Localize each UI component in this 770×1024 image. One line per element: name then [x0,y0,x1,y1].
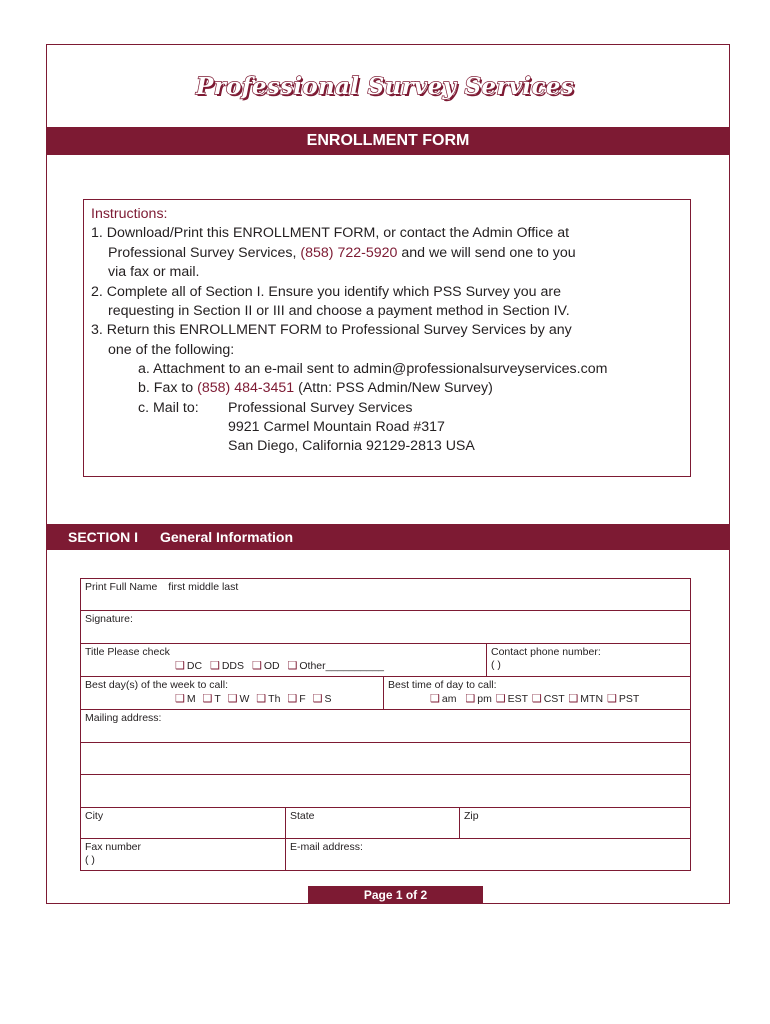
instruction-text: (Attn: PSS Admin/New Survey) [294,380,493,396]
time-option-am[interactable] [430,693,456,705]
title-field [80,643,487,677]
checkbox-icon: ❑ [606,693,617,705]
option-label: T [214,693,221,705]
full-name-hint: first middle last [168,581,239,593]
checkbox-icon: ❑ [531,693,542,705]
checkbox-icon: ❑ [312,693,323,705]
instruction-text: b. Fax to [138,380,198,396]
contact-phone-parens: ( ) [491,659,501,671]
option-label: PST [618,693,640,705]
instruction-text: Professional Survey Services, [108,245,301,261]
option-label: MTN [580,693,604,705]
option-label: S [324,693,332,705]
time-option-mtn[interactable] [568,693,603,705]
form-title-band: ENROLLMENT FORM [46,127,730,155]
option-label: am [441,693,457,705]
fax-number-parens: ( ) [85,854,95,866]
time-option-est[interactable] [496,693,528,705]
instruction-step-1: 1. Download/Print this ENROLLMENT FORM, or contact the Admin Office at [91,225,570,241]
full-name-label: Print Full Name [85,581,158,593]
option-label: EST [507,693,528,705]
time-options [430,692,639,705]
return-option-email[interactable]: a. Attachment to an e-mail sent to admin@professionalsurveyservices.com [138,361,608,377]
option-label: DDS [221,660,245,672]
checkbox-icon: ❑ [287,660,298,672]
city-label: City [85,810,104,822]
title-options [175,659,384,672]
option-label: F [299,693,306,705]
email-field[interactable] [285,838,691,871]
checkbox-icon: ❑ [465,693,476,705]
instruction-text: and we will send one to you [397,245,576,261]
checkbox-icon: ❑ [175,693,185,705]
mailing-address-label: Mailing address: [85,712,162,724]
day-option-th[interactable] [256,693,280,705]
instructions-box [83,199,691,477]
checkbox-icon: ❑ [495,693,506,705]
signature-field[interactable] [80,610,691,644]
option-label: DC [186,660,203,672]
option-label: CST [543,693,565,705]
option-label: Other__________ [299,660,385,672]
contact-phone-label: Contact phone number: [491,646,601,658]
best-time-label: Best time of day to call: [388,679,497,691]
time-option-pst[interactable] [607,693,639,705]
zip-field[interactable] [459,807,691,839]
best-time-field [383,676,691,710]
fax-number-field[interactable] [80,838,286,871]
title-option-od[interactable] [252,660,280,672]
checkbox-icon: ❑ [175,660,185,672]
fax-phone-link[interactable]: (858) 484-3451 [197,380,295,396]
day-option-s[interactable] [313,693,332,705]
page-title: Professional Survey Services [196,73,574,100]
option-label: W [239,693,250,705]
best-days-field [80,676,384,710]
instruction-step-2-cont: requesting in Section II or III and choose a payment method in Section IV. [108,303,570,319]
option-label: pm [477,693,492,705]
mailing-address-line-2[interactable] [80,742,691,775]
contact-phone-field[interactable] [486,643,691,677]
checkbox-icon: ❑ [430,693,440,705]
day-option-w[interactable] [228,693,250,705]
signature-label: Signature: [85,613,133,625]
section-number: SECTION I [68,529,139,545]
instructions-heading: Instructions: [91,206,168,222]
state-label: State [290,810,315,822]
option-label: Th [268,693,281,705]
checkbox-icon: ❑ [256,693,267,705]
section-1-band [46,524,730,550]
general-info-form [80,578,691,871]
fax-number-label: Fax number [85,841,142,853]
instruction-step-1-cont [108,244,576,263]
zip-label: Zip [464,810,479,822]
mailing-address-field[interactable] [80,709,691,743]
city-field[interactable] [80,807,286,839]
return-option-mail: c. Mail to: [138,400,199,416]
return-option-fax [138,379,493,398]
title-option-dc[interactable] [175,660,202,672]
mail-address-line-2: 9921 Carmel Mountain Road #317 [228,419,445,435]
instruction-step-1-end: via fax or mail. [108,264,200,280]
admin-phone-link[interactable]: (858) 722-5920 [300,245,398,261]
day-options [175,692,331,705]
checkbox-icon: ❑ [209,660,220,672]
mail-address-line-3: San Diego, California 92129-2813 USA [228,438,475,454]
title-label: Title Please check [85,646,170,658]
instruction-step-2: 2. Complete all of Section I. Ensure you identify which PSS Survey you are [91,284,562,300]
best-days-label: Best day(s) of the week to call: [85,679,228,691]
full-name-field[interactable] [80,578,691,611]
page-indicator: Page 1 of 2 [308,886,483,904]
option-label: M [186,693,196,705]
day-option-t[interactable] [203,693,221,705]
state-field[interactable] [285,807,460,839]
option-label: OD [263,660,280,672]
time-option-pm[interactable] [465,693,491,705]
checkbox-icon: ❑ [251,660,262,672]
checkbox-icon: ❑ [568,693,579,705]
title-option-other[interactable] [287,660,384,672]
title-option-dds[interactable] [210,660,244,672]
mailing-address-line-3[interactable] [80,774,691,808]
checkbox-icon: ❑ [202,693,213,705]
email-label: E-mail address: [290,841,363,853]
day-option-f[interactable] [287,693,305,705]
instruction-step-3-cont: one of the following: [108,342,235,358]
section-title: General Information [160,529,294,545]
day-option-m[interactable] [175,693,196,705]
checkbox-icon: ❑ [287,693,298,705]
instruction-step-3: 3. Return this ENROLLMENT FORM to Professional Survey Services by any [91,322,572,338]
time-option-cst[interactable] [532,693,565,705]
mail-address-line-1: Professional Survey Services [228,400,413,416]
checkbox-icon: ❑ [227,693,238,705]
